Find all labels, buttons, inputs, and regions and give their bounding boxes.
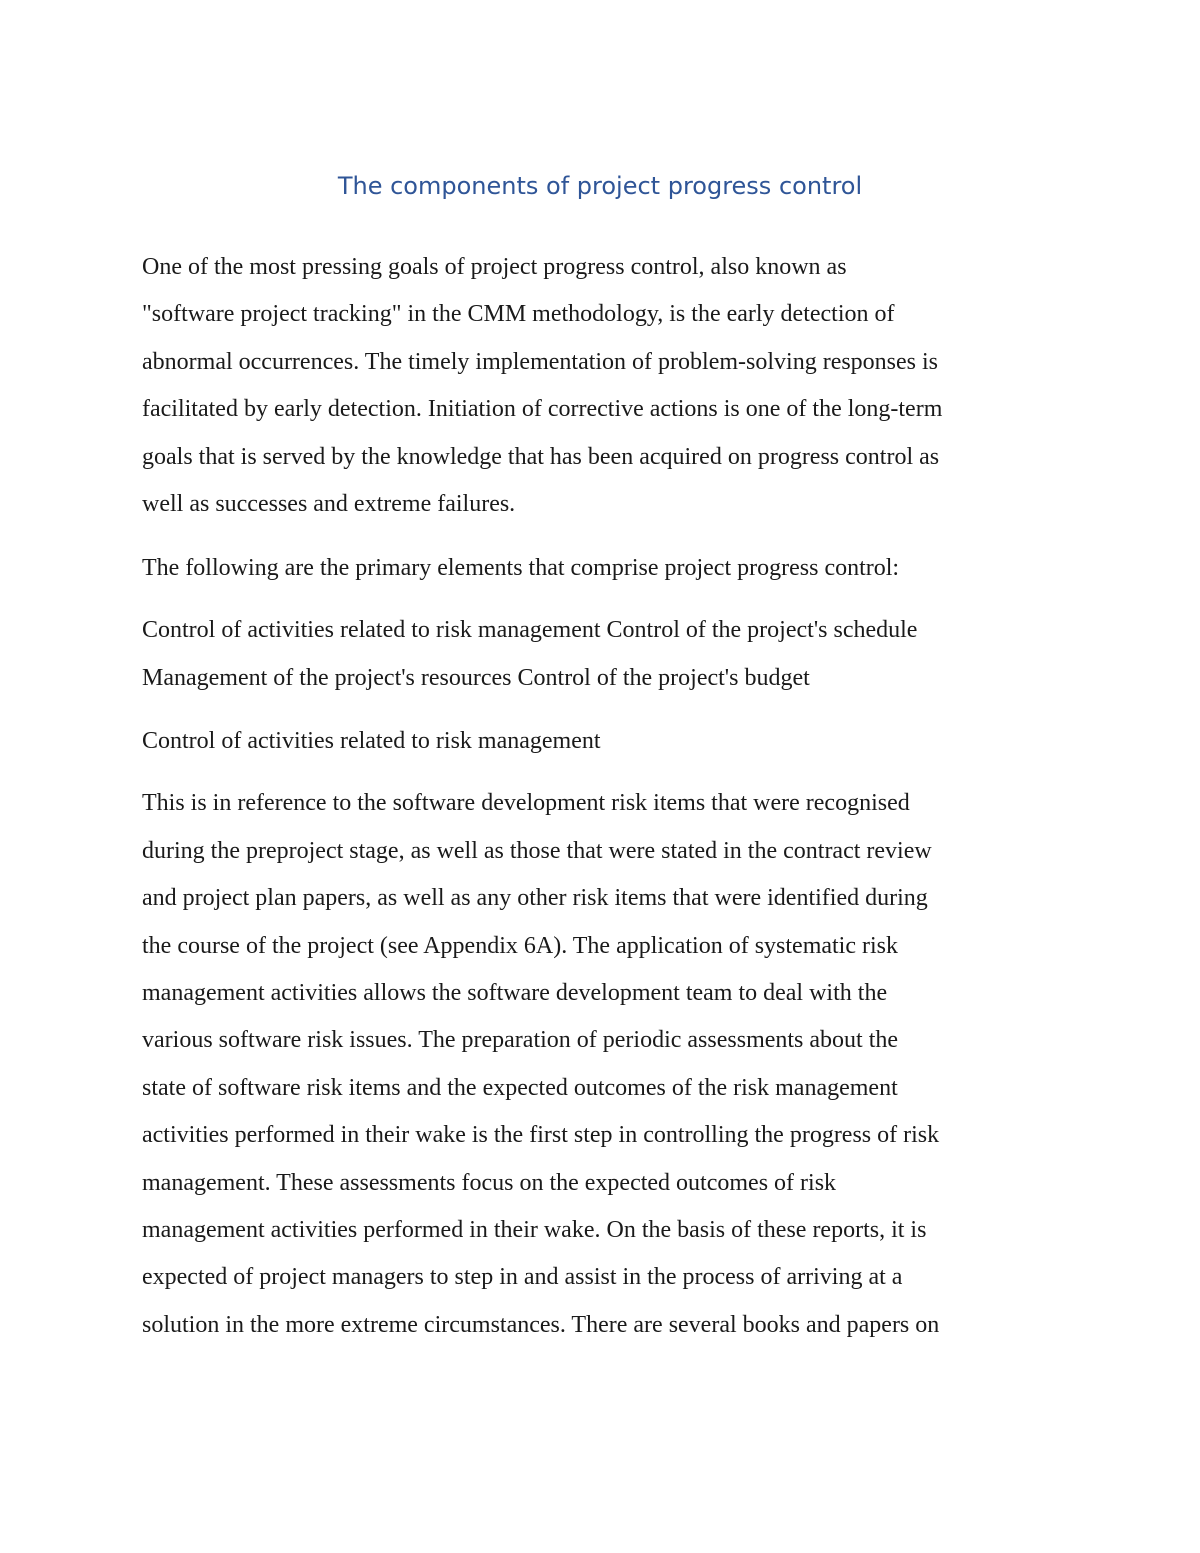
paragraph-line: Management of the project's resources Control of the project's budget	[142, 665, 810, 691]
paragraph-line: Control of activities related to risk management	[142, 728, 601, 754]
paragraph-line: "software project tracking" in the CMM methodology, is the early detection of	[142, 301, 895, 327]
paragraph-line: solution in the more extreme circumstances. There are several books and papers on	[142, 1312, 940, 1338]
paragraph-line: well as successes and extreme failures.	[142, 491, 516, 517]
paragraph-line: management. These assessments focus on the expected outcomes of risk	[142, 1170, 837, 1196]
paragraph-line: activities performed in their wake is the first step in controlling the progress of risk	[142, 1122, 940, 1148]
paragraph-line: the course of the project (see Appendix 6A). The application of systematic risk	[142, 933, 898, 959]
paragraph-line: state of software risk items and the expected outcomes of the risk management	[142, 1075, 898, 1101]
paragraph-line: management activities allows the software development team to deal with the	[142, 980, 888, 1006]
paragraph-line: expected of project managers to step in and assist in the process of arriving at a	[142, 1264, 903, 1290]
paragraph-line: Control of activities related to risk management Control of the project's schedule	[142, 617, 918, 643]
paragraph-line: facilitated by early detection. Initiation of corrective actions is one of the long-term	[142, 396, 943, 422]
paragraph-line: The following are the primary elements that comprise project progress control:	[142, 555, 900, 581]
paragraph-line: during the preproject stage, as well as those that were stated in the contract review	[142, 838, 932, 864]
paragraph-line: One of the most pressing goals of project progress control, also known as	[142, 254, 847, 280]
paragraph-line: management activities performed in their wake. On the basis of these reports, it is	[142, 1217, 927, 1243]
paragraph-line: This is in reference to the software development risk items that were recognised	[142, 790, 910, 816]
document-title: The components of project progress control	[337, 172, 863, 200]
paragraph-line: goals that is served by the knowledge that has been acquired on progress control as	[142, 444, 940, 470]
paragraph-line: various software risk issues. The preparation of periodic assessments about the	[142, 1027, 899, 1053]
paragraph-line: and project plan papers, as well as any other risk items that were identified during	[142, 885, 928, 911]
paragraph-line: abnormal occurrences. The timely implementation of problem-solving responses is	[142, 349, 939, 375]
